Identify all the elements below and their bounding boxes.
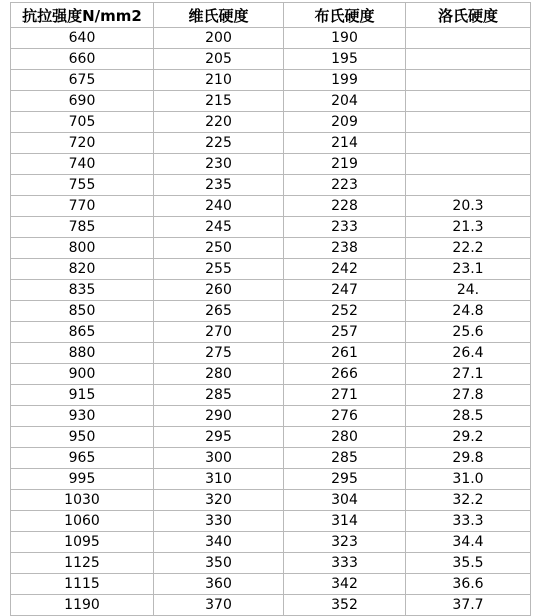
cell-tensile-strength: 770 [11, 196, 154, 217]
cell-vickers-hardness: 215 [154, 91, 284, 112]
table-row [11, 406, 531, 427]
cell-tensile-strength: 850 [11, 301, 154, 322]
header-vickers-hardness: 维氏硬度 [154, 3, 284, 28]
cell-rockwell-hardness: 27.8 [406, 385, 531, 406]
cell-rockwell-hardness: 24.8 [406, 301, 531, 322]
cell-tensile-strength: 720 [11, 133, 154, 154]
hardness-conversion-table [10, 2, 531, 616]
cell-rockwell-hardness [406, 133, 531, 154]
table-header [11, 3, 531, 28]
table-row [11, 238, 531, 259]
cell-vickers-hardness: 205 [154, 49, 284, 70]
cell-vickers-hardness: 230 [154, 154, 284, 175]
cell-vickers-hardness: 280 [154, 364, 284, 385]
cell-rockwell-hardness [406, 175, 531, 196]
table-row [11, 28, 531, 49]
cell-vickers-hardness: 245 [154, 217, 284, 238]
cell-rockwell-hardness: 29.2 [406, 427, 531, 448]
cell-tensile-strength: 1060 [11, 511, 154, 532]
cell-tensile-strength: 1125 [11, 553, 154, 574]
cell-brinell-hardness: 214 [284, 133, 406, 154]
table-row [11, 280, 531, 301]
cell-brinell-hardness: 257 [284, 322, 406, 343]
table-row [11, 343, 531, 364]
cell-rockwell-hardness: 34.4 [406, 532, 531, 553]
cell-rockwell-hardness: 33.3 [406, 511, 531, 532]
cell-rockwell-hardness: 20.3 [406, 196, 531, 217]
cell-rockwell-hardness: 31.0 [406, 469, 531, 490]
cell-brinell-hardness: 333 [284, 553, 406, 574]
cell-vickers-hardness: 330 [154, 511, 284, 532]
cell-vickers-hardness: 340 [154, 532, 284, 553]
cell-vickers-hardness: 265 [154, 301, 284, 322]
cell-vickers-hardness: 310 [154, 469, 284, 490]
cell-brinell-hardness: 209 [284, 112, 406, 133]
table-row [11, 511, 531, 532]
table-row [11, 49, 531, 70]
cell-brinell-hardness: 342 [284, 574, 406, 595]
table-row [11, 448, 531, 469]
cell-vickers-hardness: 220 [154, 112, 284, 133]
cell-rockwell-hardness [406, 154, 531, 175]
cell-rockwell-hardness: 35.5 [406, 553, 531, 574]
cell-rockwell-hardness [406, 49, 531, 70]
cell-rockwell-hardness: 37.7 [406, 595, 531, 616]
cell-brinell-hardness: 242 [284, 259, 406, 280]
cell-rockwell-hardness: 25.6 [406, 322, 531, 343]
cell-vickers-hardness: 370 [154, 595, 284, 616]
cell-brinell-hardness: 352 [284, 595, 406, 616]
cell-tensile-strength: 900 [11, 364, 154, 385]
cell-tensile-strength: 705 [11, 112, 154, 133]
cell-rockwell-hardness: 21.3 [406, 217, 531, 238]
cell-brinell-hardness: 233 [284, 217, 406, 238]
cell-vickers-hardness: 200 [154, 28, 284, 49]
table-body [11, 28, 531, 616]
table-row [11, 154, 531, 175]
cell-tensile-strength: 785 [11, 217, 154, 238]
cell-vickers-hardness: 320 [154, 490, 284, 511]
cell-tensile-strength: 660 [11, 49, 154, 70]
cell-brinell-hardness: 199 [284, 70, 406, 91]
cell-rockwell-hardness: 22.2 [406, 238, 531, 259]
cell-brinell-hardness: 204 [284, 91, 406, 112]
cell-vickers-hardness: 275 [154, 343, 284, 364]
cell-brinell-hardness: 190 [284, 28, 406, 49]
table-row [11, 196, 531, 217]
cell-brinell-hardness: 223 [284, 175, 406, 196]
cell-rockwell-hardness: 32.2 [406, 490, 531, 511]
cell-tensile-strength: 1190 [11, 595, 154, 616]
cell-brinell-hardness: 195 [284, 49, 406, 70]
cell-brinell-hardness: 314 [284, 511, 406, 532]
cell-tensile-strength: 740 [11, 154, 154, 175]
cell-tensile-strength: 835 [11, 280, 154, 301]
cell-vickers-hardness: 225 [154, 133, 284, 154]
cell-vickers-hardness: 240 [154, 196, 284, 217]
cell-brinell-hardness: 271 [284, 385, 406, 406]
header-row [11, 3, 531, 28]
cell-rockwell-hardness: 24. [406, 280, 531, 301]
cell-vickers-hardness: 270 [154, 322, 284, 343]
cell-brinell-hardness: 266 [284, 364, 406, 385]
cell-vickers-hardness: 235 [154, 175, 284, 196]
cell-brinell-hardness: 228 [284, 196, 406, 217]
cell-tensile-strength: 1115 [11, 574, 154, 595]
cell-tensile-strength: 755 [11, 175, 154, 196]
table-row [11, 91, 531, 112]
table-row [11, 175, 531, 196]
cell-tensile-strength: 800 [11, 238, 154, 259]
table-row [11, 301, 531, 322]
cell-brinell-hardness: 261 [284, 343, 406, 364]
cell-rockwell-hardness: 36.6 [406, 574, 531, 595]
table-row [11, 217, 531, 238]
table-row [11, 553, 531, 574]
cell-rockwell-hardness: 27.1 [406, 364, 531, 385]
cell-rockwell-hardness [406, 70, 531, 91]
table-row [11, 574, 531, 595]
table-row [11, 490, 531, 511]
table-row [11, 112, 531, 133]
cell-vickers-hardness: 210 [154, 70, 284, 91]
cell-rockwell-hardness: 26.4 [406, 343, 531, 364]
cell-vickers-hardness: 260 [154, 280, 284, 301]
cell-brinell-hardness: 295 [284, 469, 406, 490]
cell-vickers-hardness: 255 [154, 259, 284, 280]
cell-rockwell-hardness: 29.8 [406, 448, 531, 469]
cell-tensile-strength: 675 [11, 70, 154, 91]
table-row [11, 532, 531, 553]
table-row [11, 133, 531, 154]
cell-rockwell-hardness [406, 28, 531, 49]
cell-vickers-hardness: 250 [154, 238, 284, 259]
cell-tensile-strength: 995 [11, 469, 154, 490]
header-tensile-strength: 抗拉强度N/mm2 [11, 3, 154, 28]
cell-rockwell-hardness: 23.1 [406, 259, 531, 280]
table-row [11, 427, 531, 448]
cell-vickers-hardness: 290 [154, 406, 284, 427]
cell-vickers-hardness: 350 [154, 553, 284, 574]
cell-brinell-hardness: 285 [284, 448, 406, 469]
cell-tensile-strength: 1095 [11, 532, 154, 553]
cell-brinell-hardness: 252 [284, 301, 406, 322]
cell-brinell-hardness: 276 [284, 406, 406, 427]
cell-brinell-hardness: 238 [284, 238, 406, 259]
cell-vickers-hardness: 295 [154, 427, 284, 448]
cell-rockwell-hardness [406, 112, 531, 133]
cell-tensile-strength: 690 [11, 91, 154, 112]
cell-vickers-hardness: 285 [154, 385, 284, 406]
table-row [11, 70, 531, 91]
cell-tensile-strength: 640 [11, 28, 154, 49]
cell-rockwell-hardness [406, 91, 531, 112]
cell-brinell-hardness: 304 [284, 490, 406, 511]
cell-tensile-strength: 930 [11, 406, 154, 427]
cell-tensile-strength: 965 [11, 448, 154, 469]
cell-rockwell-hardness: 28.5 [406, 406, 531, 427]
table-row [11, 259, 531, 280]
table-row [11, 469, 531, 490]
table-row [11, 595, 531, 616]
header-brinell-hardness: 布氏硬度 [284, 3, 406, 28]
cell-brinell-hardness: 280 [284, 427, 406, 448]
cell-tensile-strength: 915 [11, 385, 154, 406]
table-row [11, 385, 531, 406]
cell-brinell-hardness: 247 [284, 280, 406, 301]
cell-brinell-hardness: 323 [284, 532, 406, 553]
cell-tensile-strength: 820 [11, 259, 154, 280]
table-row [11, 364, 531, 385]
cell-tensile-strength: 865 [11, 322, 154, 343]
cell-vickers-hardness: 300 [154, 448, 284, 469]
table-row [11, 322, 531, 343]
cell-tensile-strength: 1030 [11, 490, 154, 511]
cell-tensile-strength: 880 [11, 343, 154, 364]
cell-tensile-strength: 950 [11, 427, 154, 448]
header-rockwell-hardness: 洛氏硬度 [406, 3, 531, 28]
cell-vickers-hardness: 360 [154, 574, 284, 595]
cell-brinell-hardness: 219 [284, 154, 406, 175]
